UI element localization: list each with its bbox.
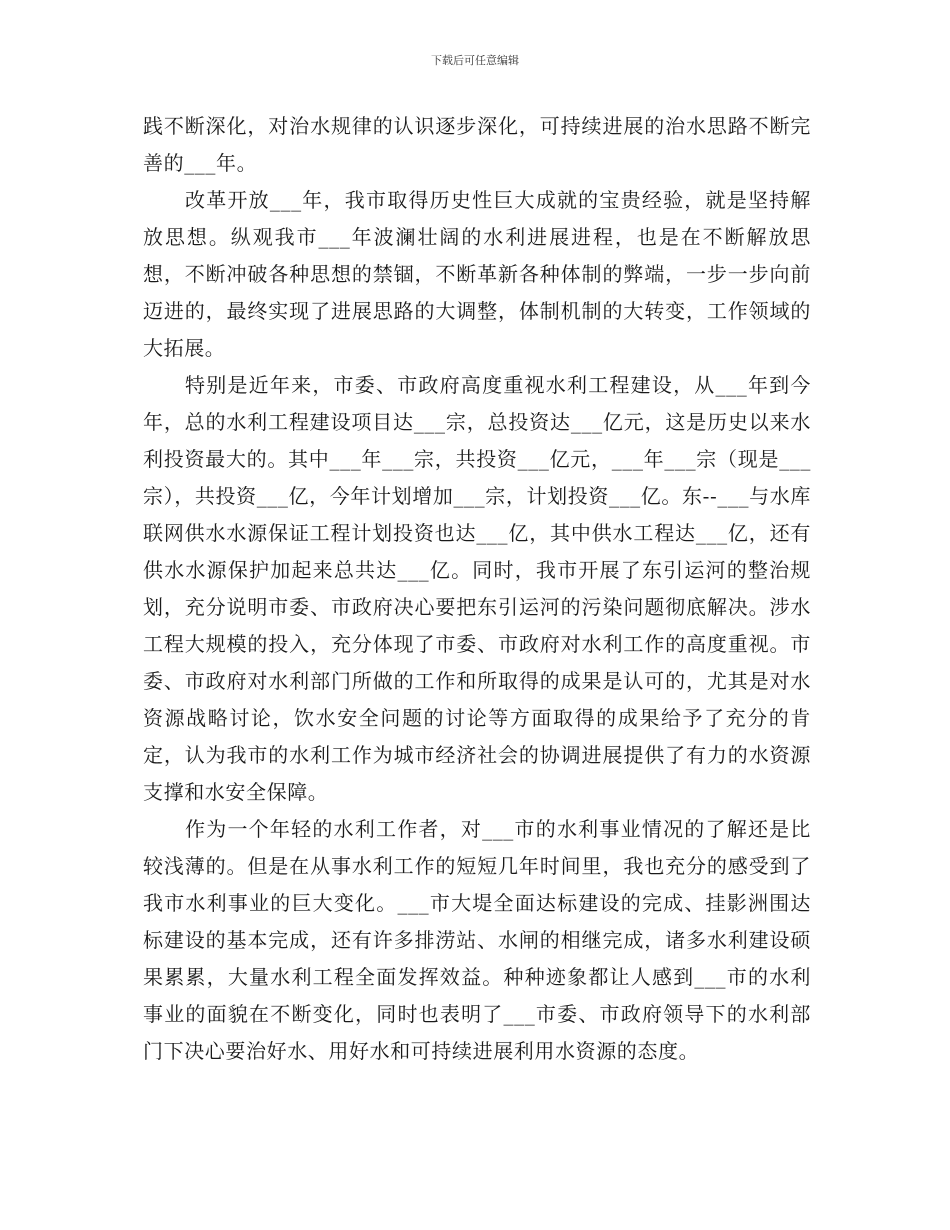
paragraph-personal: 作为一个年轻的水利工作者，对___市的水利事业情况的了解还是比较浅薄的。但是在从事水利工作的短短几年时间里，我也充分的感受到了我市水利事业的巨大变化。___市大堤全面达标建设的完成、挂影洲围达标建设的基本完成，还有许多排涝站、水闸的相继完成，诸多水利建设硕果累累，大量水利工程全面发挥效益。种种迹象都让人感到___市的水利事业的面貌在不断变化，同时也表明了___市委、市政府领导下的水利部门下决心要治好水、用好水和可持续进展利用水资源的态度。 — [143, 817, 811, 1063]
document-body — [143, 108, 811, 1070]
paragraph-continuation: 践不断深化，对治水规律的认识逐步深化，可持续进展的治水思路不断完善的___年。 — [143, 114, 811, 175]
page-header-note: 下载后可任意编辑 — [431, 54, 519, 67]
paragraph-investment: 特别是近年来，市委、市政府高度重视水利工程建设，从___年到今年，总的水利工程建设项目达___宗，总投资达___亿元，这是历史以来水利投资最大的。其中___年___宗，共投资___亿元，___年___宗（现是___宗），共投资___亿，今年计划增加___宗，计划投资___亿。东--___与水库联网供水水源保证工程计划投资也达___亿，其中供水工程达___亿，还有供水水源保护加起来总共达___亿。同时，我市开展了东引运河的整治规划，充分说明市委、市政府决心要把东引运河的污染问题彻底解决。涉水工程大规模的投入，充分体现了市委、市政府对水利工作的高度重视。市委、市政府对水利部门所做的工作和所取得的成果是认可的，尤其是对水资源战略讨论，饮水安全问题的讨论等方面取得的成果给予了充分的肯定，认为我市的水利工作为城市经济社会的协调进展提供了有力的水资源支撑和水安全保障。 — [143, 373, 811, 804]
paragraph-reform: 改革开放___年，我市取得历史性巨大成就的宝贵经验，就是坚持解放思想。纵观我市___年波澜壮阔的水利进展进程，也是在不断解放思想，不断冲破各种思想的禁锢，不断革新各种体制的弊端，一步一步向前迈进的，最终实现了进展思路的大调整，体制机制的大转变，工作领域的大拓展。 — [143, 188, 811, 360]
